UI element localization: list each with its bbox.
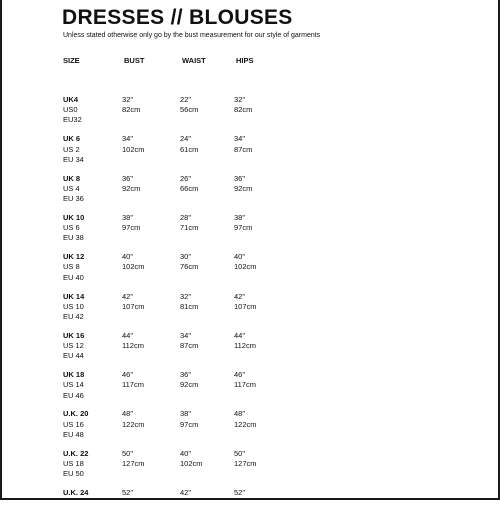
waist-cm: 76cm [180,262,199,272]
waist-cell [180,174,198,194]
hips-cm: 117cm [234,380,256,390]
bust-inches: 34" [122,134,134,144]
bust-cm: 127cm [122,458,145,468]
hips-cell [234,370,256,390]
table-row [0,174,500,208]
us-size: US 4 [63,183,80,193]
waist-inches: 32" [180,291,192,301]
table-row [0,252,500,286]
bust-cell [122,449,145,469]
page-subtitle: Unless stated otherwise only go by the bust measurement for our style of garments [63,32,321,39]
us-size: US 10 [63,301,84,311]
waist-cell [180,134,198,154]
us-size: US 8 [63,262,80,272]
hips-cm: 92cm [234,183,253,193]
uk-size: UK 10 [63,212,85,222]
waist-cell [180,331,198,351]
uk-size: U.K. 24 [63,488,89,497]
us-size: US 14 [63,380,84,390]
bust-cell [122,95,140,115]
hips-cell [234,331,256,351]
eu-size: EU 44 [63,351,84,361]
waist-inches: 36" [180,370,192,380]
hips-cell [234,292,257,312]
hips-cell [234,252,257,272]
uk-size: UK 6 [63,134,81,144]
waist-cell [180,370,198,390]
uk-size: UK 16 [63,330,85,340]
hips-inches: 40" [234,252,246,262]
us-size: US 2 [63,144,80,154]
us-size: US0 [63,105,78,115]
hips-cm: 107cm [234,301,257,311]
column-header-waist: WAIST [182,56,206,65]
bust-cm: 82cm [122,105,141,115]
column-header-size: SIZE [63,56,80,65]
hips-inches: 52" [234,488,246,497]
uk-size: UK4 [63,95,79,104]
hips-cm: 97cm [234,223,253,233]
waist-cell [180,252,198,272]
size-cell [63,252,84,283]
uk-size: UK 12 [63,252,85,262]
eu-size: EU 38 [63,233,84,243]
size-cell [63,213,84,244]
hips-inches: 46" [234,370,246,380]
hips-inches: 42" [234,291,246,301]
hips-cell [234,488,245,498]
page-title: DRESSES // BLOUSES [62,6,293,29]
waist-cm: 81cm [180,301,199,311]
waist-cell [180,213,198,233]
eu-size: EU 34 [63,154,84,164]
bust-cell [122,252,145,272]
bust-cell [122,174,140,194]
hips-cm: 112cm [234,341,256,350]
hips-inches: 32" [234,95,246,104]
table-row [0,409,500,443]
hips-cell [234,134,252,154]
bust-inches: 40" [122,252,134,262]
table-row [0,134,500,168]
hips-inches: 44" [234,330,246,340]
table-row [0,95,500,129]
hips-inches: 48" [234,409,246,419]
bust-cm: 92cm [122,183,141,193]
bust-inches: 48" [122,409,134,419]
hips-cell [234,213,252,233]
waist-inches: 40" [180,448,192,458]
hips-inches: 34" [234,134,246,144]
waist-cell [180,449,203,469]
us-size: US 18 [63,458,84,468]
bust-cm: 102cm [122,262,145,272]
size-cell [63,409,88,440]
eu-size: EU 50 [63,469,84,479]
eu-size: EU 36 [63,194,84,203]
size-cell [63,331,84,362]
waist-cell [180,95,198,115]
waist-cell [180,409,198,429]
bust-cm: 122cm [122,419,145,429]
us-size: US 6 [63,223,80,233]
bust-inches: 44" [122,330,134,340]
waist-inches: 22" [180,95,192,104]
waist-cm: 61cm [180,144,199,154]
bust-cell [122,488,133,498]
us-size: US 16 [63,419,84,429]
waist-inches: 26" [180,173,192,183]
us-size: US 12 [63,341,84,350]
size-cell [63,449,88,480]
bust-cm: 107cm [122,301,145,311]
waist-inches: 38" [180,409,192,419]
hips-cell [234,409,257,429]
waist-inches: 24" [180,134,192,144]
hips-cm: 127cm [234,458,257,468]
table-row [0,370,500,404]
table-row [0,292,500,326]
bust-inches: 42" [122,291,134,301]
hips-inches: 50" [234,448,246,458]
uk-size: UK 8 [63,173,81,183]
bust-inches: 50" [122,448,134,458]
waist-cm: 87cm [180,341,199,350]
eu-size: EU 46 [63,390,84,400]
waist-inches: 34" [180,330,192,340]
waist-inches: 42" [180,488,192,497]
bust-inches: 36" [122,173,134,183]
hips-inches: 38" [234,212,246,222]
waist-inches: 28" [180,212,192,222]
waist-cell [180,488,191,498]
size-cell [63,95,82,126]
bust-cm: 117cm [122,380,144,390]
hips-inches: 36" [234,173,246,183]
uk-size: U.K. 20 [63,409,89,419]
bust-cell [122,370,144,390]
column-header-hips: HIPS [236,56,254,65]
bust-cell [122,134,145,154]
bust-inches: 38" [122,212,134,222]
bust-inches: 46" [122,370,134,380]
bust-inches: 52" [122,488,134,497]
uk-size: U.K. 22 [63,448,89,458]
uk-size: UK 18 [63,370,85,380]
size-cell [63,370,84,401]
size-cell [63,292,84,323]
column-header-bust: BUST [124,56,145,65]
table-row [0,213,500,247]
size-cell [63,488,88,498]
hips-cm: 122cm [234,419,257,429]
waist-cm: 102cm [180,458,203,468]
waist-cm: 71cm [180,223,199,233]
bust-cell [122,292,145,312]
hips-cell [234,449,257,469]
size-cell [63,174,84,205]
size-cell [63,134,84,165]
uk-size: UK 14 [63,291,85,301]
hips-cm: 87cm [234,144,253,154]
hips-cm: 102cm [234,262,257,272]
bust-cm: 102cm [122,144,145,154]
table-row [0,488,500,522]
bust-cell [122,331,144,351]
bust-cm: 97cm [122,223,141,233]
table-row [0,449,500,483]
waist-cm: 66cm [180,183,199,193]
waist-inches: 30" [180,252,192,262]
eu-size: EU 42 [63,311,84,321]
eu-size: EU 40 [63,272,84,282]
bust-inches: 32" [122,95,134,104]
waist-cell [180,292,198,312]
eu-size: EU 48 [63,429,84,439]
waist-cm: 56cm [180,105,199,115]
hips-cell [234,95,252,115]
eu-size: EU32 [63,115,82,125]
bust-cm: 112cm [122,341,144,350]
hips-cm: 82cm [234,105,253,115]
table-row [0,331,500,365]
waist-cm: 97cm [180,419,199,429]
waist-cm: 92cm [180,380,199,390]
hips-cell [234,174,252,194]
bust-cell [122,213,140,233]
bust-cell [122,409,145,429]
